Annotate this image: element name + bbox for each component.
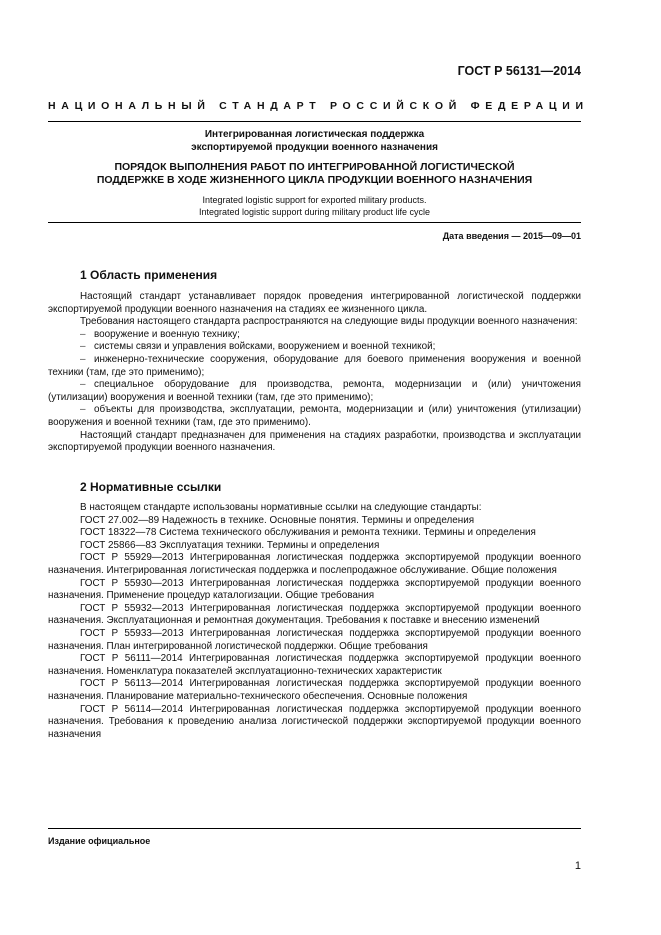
- reference-item: ГОСТ Р 56111—2014 Интегрированная логистическая поддержка экспортируемой продукции военного назначения. Номенклатура показателей эксплуатационно-технических характеристик: [48, 653, 581, 677]
- paragraph: Настоящий стандарт предназначен для применения на стадиях разработки, производства и эксплуатации экспортируемой продукции военного назначения.: [48, 429, 581, 454]
- list-item-text: объекты для производства, эксплуатации, ремонта, модернизации и (или) уничтожения (утилизации) вооружения и военной техники (там, где это применимо).: [48, 404, 581, 428]
- footer-divider: [48, 828, 581, 829]
- reference-item: ГОСТ 18322—78 Система технического обслуживания и ремонта техники. Термины и определения: [80, 527, 536, 539]
- reference-item: ГОСТ Р 56113—2014 Интегрированная логистическая поддержка экспортируемой продукции военного назначения. Планирование материально-технического обеспечения. Основные положения: [48, 678, 581, 702]
- reference-item: ГОСТ 25866—83 Эксплуатация техники. Термины и определения: [80, 539, 380, 551]
- dash-bullet: –: [80, 379, 86, 391]
- official-edition-note: Издание официальное: [48, 836, 151, 846]
- subtitle-line: ПОРЯДОК ВЫПОЛНЕНИЯ РАБОТ ПО ИНТЕГРИРОВАННОЙ ЛОГИСТИЧЕСКОЙ: [114, 161, 515, 173]
- divider: [48, 121, 581, 122]
- standard-number: ГОСТ Р 56131—2014: [457, 64, 581, 78]
- title-line: Интегрированная логистическая поддержка: [204, 129, 425, 140]
- document-subtitle: [48, 161, 581, 187]
- list-item-text: инженерно-технические сооружения, оборудование для боевого применения вооружения и военной техники (там, где это применимо);: [48, 353, 581, 378]
- paragraph: В настоящем стандарте использованы нормативные ссылки на следующие стандарты:: [80, 502, 482, 513]
- reference-item: ГОСТ Р 55932—2013 Интегрированная логистическая поддержка экспортируемой продукции военного назначения. Эксплуатационная и ремонтная документация. Требования к поставке и внесению изменений: [48, 602, 581, 627]
- list-item: [48, 329, 581, 342]
- title-line: экспортируемой продукции военного назначения: [191, 141, 438, 153]
- list-item-text: вооружение и военную технику;: [94, 328, 240, 340]
- dash-bullet: –: [80, 404, 86, 416]
- reference-item: ГОСТ Р 55933—2013 Интегрированная логистическая поддержка экспортируемой продукции военного назначения. План интегрированной логистической поддержки. Общие требования: [48, 627, 581, 652]
- reference-item: ГОСТ Р 55930—2013 Интегрированная логистическая поддержка экспортируемой продукции военного назначения. Применение процедур каталогизации. Общие требования: [48, 577, 581, 602]
- section-heading-scope: 1 Область применения: [80, 268, 218, 282]
- divider: [48, 222, 581, 223]
- list-item: [48, 404, 581, 429]
- english-title-line: Integrated logistic support during military product life cycle: [198, 207, 431, 217]
- list-item-text: системы связи и управления войсками, вооружением и военной техникой;: [94, 341, 436, 353]
- document-title: [48, 129, 581, 154]
- dash-bullet: –: [80, 328, 86, 340]
- introduction-date: Дата введения — 2015—09—01: [442, 231, 581, 241]
- reference-item: ГОСТ Р 55929—2013 Интегрированная логистическая поддержка экспортируемой продукции военного назначения. Интегрированная логистическая поддержка и послепродажное обслуживание. Общие положения: [48, 552, 581, 576]
- paragraph: Настоящий стандарт устанавливает порядок проведения интегрированной логистической поддержки экспортируемой продукции военного назначения на стадиях ее жизненного цикла.: [48, 291, 581, 315]
- list-item: [48, 379, 581, 404]
- list-item: [48, 341, 581, 354]
- section-references-body: [48, 502, 581, 741]
- subtitle-line: ПОДДЕРЖКЕ В ХОДЕ ЖИЗНЕННОГО ЦИКЛА ПРОДУКЦИИ ВОЕННОГО НАЗНАЧЕНИЯ: [96, 174, 533, 186]
- english-title-line: Integrated logistic support for exported military products.: [202, 195, 427, 205]
- english-title: [48, 194, 581, 218]
- dash-bullet: –: [80, 341, 86, 353]
- list-item: [48, 354, 581, 379]
- national-standard-heading: НАЦИОНАЛЬНЫЙ СТАНДАРТ РОССИЙСКОЙ ФЕДЕРАЦИИ: [48, 100, 589, 112]
- page-number: 1: [574, 860, 581, 872]
- section-scope-body: [48, 291, 581, 455]
- reference-item: ГОСТ Р 56114—2014 Интегрированная логистическая поддержка экспортируемой продукции военного назначения. Требования к проведению анализа логистической поддержки экспортируемой продукции военного назначения: [48, 703, 581, 740]
- reference-item: ГОСТ 27.002—89 Надежность в технике. Основные понятия. Термины и определения: [80, 514, 475, 526]
- dash-bullet: –: [80, 353, 86, 365]
- paragraph: Требования настоящего стандарта распространяются на следующие виды продукции военного назначения:: [80, 316, 578, 328]
- section-heading-references: 2 Нормативные ссылки: [80, 480, 222, 494]
- list-item-text: специальное оборудование для производства, ремонта, модернизации и (или) уничтожения (утилизации) вооружения и военной техники (там, где это применимо);: [48, 379, 581, 403]
